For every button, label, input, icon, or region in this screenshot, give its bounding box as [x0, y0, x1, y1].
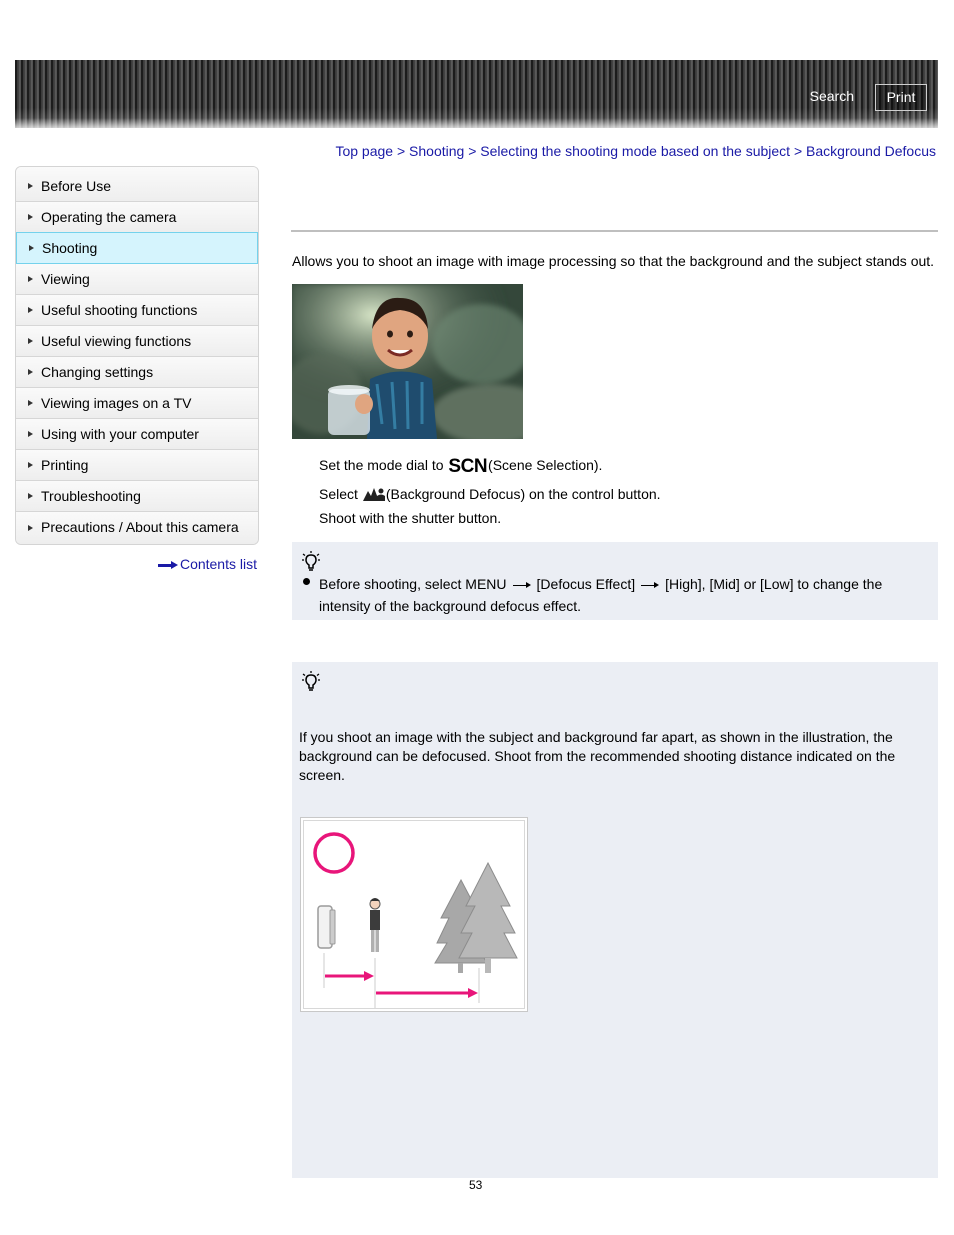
sidebar-item-viewing-images-on-tv[interactable]	[16, 388, 258, 419]
distance-diagram	[301, 818, 527, 1011]
arrow-right-icon	[158, 561, 178, 569]
triangle-right-icon	[28, 462, 33, 468]
intro-text: Allows you to shoot an image with image processing so that the background and the subject stands out.	[292, 253, 935, 269]
sample-photo	[292, 284, 523, 439]
step-text: (Scene Selection).	[488, 457, 603, 473]
sidebar-item-precautions[interactable]	[16, 512, 258, 544]
sidebar-item-operating-the-camera[interactable]	[16, 202, 258, 233]
sidebar-item-label: Useful shooting functions	[41, 302, 198, 318]
triangle-right-icon	[28, 400, 33, 406]
hint-bulb-icon	[302, 671, 320, 693]
breadcrumb-separator: >	[396, 143, 406, 159]
sidebar-item-label: Viewing	[41, 271, 90, 287]
sidebar-item-label: Useful viewing functions	[41, 333, 192, 349]
triangle-right-icon	[28, 214, 33, 220]
title-divider	[291, 230, 938, 232]
sidebar-item-printing[interactable]	[16, 450, 258, 481]
hint-text: If you shoot an image with the subject and background far apart, as shown in the illustration, the background can be defocused. Shoot from the recommended shooting distance indicated on the screen.	[299, 729, 896, 783]
triangle-right-icon	[28, 338, 33, 344]
background-defocus-icon	[363, 486, 385, 504]
hint-box	[292, 542, 938, 620]
child-photo-illustration	[292, 284, 523, 439]
print-button[interactable]: Print	[875, 84, 927, 111]
triangle-right-icon	[28, 183, 33, 189]
search-link[interactable]: Search	[809, 88, 854, 104]
breadcrumb-background-defocus[interactable]: Background Defocus	[806, 143, 936, 159]
sidebar-item-label: Viewing images on a TV	[41, 395, 192, 411]
sidebar-item-useful-shooting-functions[interactable]	[16, 295, 258, 326]
sidebar-item-useful-viewing-functions[interactable]	[16, 326, 258, 357]
step-text: Set the mode dial to	[319, 457, 444, 473]
triangle-right-icon	[28, 431, 33, 437]
hint-bulb-icon	[302, 551, 320, 573]
sidebar-item-label: Printing	[41, 457, 89, 473]
sidebar-item-changing-settings[interactable]	[16, 357, 258, 388]
sidebar-item-shooting[interactable]	[16, 232, 258, 264]
sidebar-item-before-use[interactable]	[16, 167, 258, 202]
sidebar-item-label: Shooting	[42, 240, 98, 256]
page-number: 53	[469, 1178, 483, 1192]
sidebar-item-troubleshooting[interactable]	[16, 481, 258, 512]
breadcrumb	[335, 143, 936, 159]
breadcrumb-top-page[interactable]: Top page	[335, 143, 394, 159]
sidebar-item-label: Operating the camera	[41, 209, 177, 225]
sidebar-nav	[15, 166, 259, 545]
hint-text-part: [High], [Mid] or [Low] to change the intensity of the background defocus effect.	[319, 576, 883, 614]
sidebar-item-label: Changing settings	[41, 364, 154, 380]
contents-list-label: Contents list	[179, 556, 257, 572]
sidebar-item-label: Troubleshooting	[41, 488, 141, 504]
triangle-right-icon	[28, 525, 33, 531]
triangle-right-icon	[28, 307, 33, 313]
hint-text	[319, 573, 919, 617]
triangle-right-icon	[28, 369, 33, 375]
sidebar-item-using-with-computer[interactable]	[16, 419, 258, 450]
scn-mode-icon: SCN	[448, 456, 488, 477]
hint-text-part: Before shooting, select MENU	[319, 576, 507, 592]
sidebar-item-viewing[interactable]	[16, 264, 258, 295]
arrow-right-icon	[513, 581, 531, 589]
bullet-icon	[303, 578, 310, 585]
breadcrumb-separator: >	[793, 143, 803, 159]
sidebar-item-label: Precautions / About this camera	[41, 519, 239, 535]
breadcrumb-separator: >	[468, 143, 477, 159]
arrow-right-icon	[641, 581, 659, 589]
sidebar-item-label: Using with your computer	[41, 426, 199, 442]
triangle-right-icon	[29, 245, 34, 251]
sidebar-item-label: Before Use	[41, 178, 112, 194]
breadcrumb-shooting[interactable]: Shooting	[409, 143, 465, 159]
step-text: Select	[319, 486, 358, 502]
distance-illustration	[300, 817, 528, 1012]
hint-box	[292, 662, 938, 1178]
step-text: (Background Defocus) on the control button.	[385, 486, 661, 502]
triangle-right-icon	[28, 276, 33, 282]
step-3	[319, 510, 501, 526]
contents-list-link[interactable]	[158, 556, 257, 572]
header-bar	[15, 60, 938, 128]
triangle-right-icon	[28, 493, 33, 499]
step-1	[319, 456, 602, 478]
step-2	[319, 486, 661, 504]
hint-text-part: [Defocus Effect]	[536, 576, 636, 592]
breadcrumb-selecting-mode[interactable]: Selecting the shooting mode based on the subject	[480, 143, 791, 159]
step-text: Shoot with the shutter button.	[319, 510, 502, 526]
